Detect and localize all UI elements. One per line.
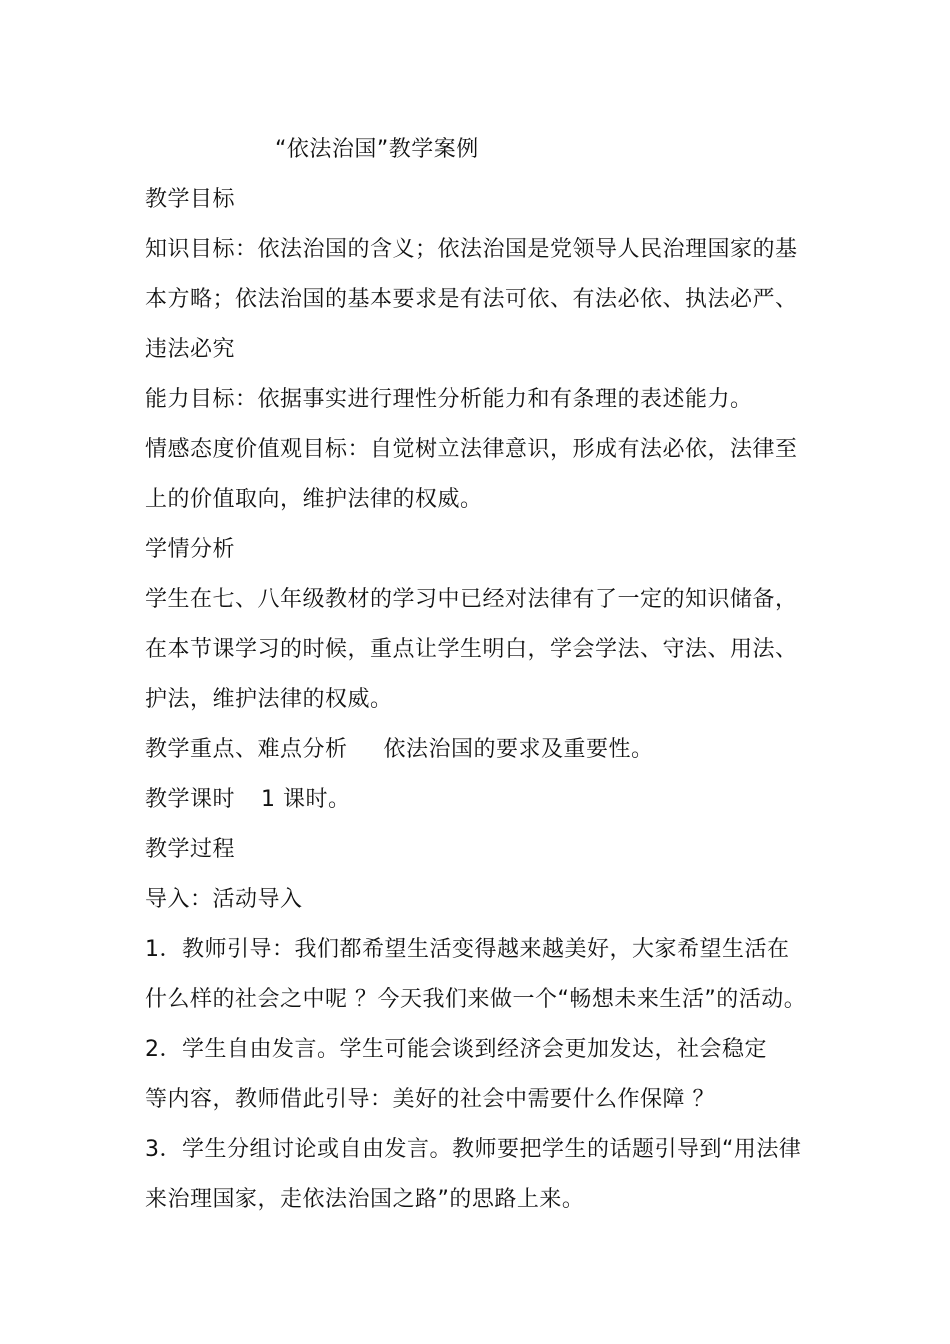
paragraph-line: 违法必究 — [145, 337, 236, 362]
class-hours-value: 1 课时。 — [261, 787, 351, 812]
paragraph-line: 什么样的社会之中呢 ？今天我们来做一个“畅想未来生活”的活动。 — [145, 987, 807, 1012]
paragraph-line: 2．学生自由发言。学生可能会谈到经济会更加发达，社会稳定 — [145, 1037, 767, 1062]
key-points-label: 教学重点、难点分析 — [145, 737, 348, 762]
paragraph-line: 情感态度价值观目标：自觉树立法律意识，形成有法必依，法律至 — [145, 437, 798, 462]
class-hours-label: 教学课时 — [145, 787, 236, 812]
heading-teaching-process: 教学过程 — [145, 837, 236, 862]
paragraph-line: 上的价值取向，维护法律的权威。 — [145, 487, 483, 512]
paragraph-line: 来治理国家，走依法治国之路”的思路上来。 — [145, 1187, 585, 1212]
paragraph-line: 护法，维护法律的权威。 — [145, 687, 393, 712]
heading-teaching-goals: 教学目标 — [145, 187, 236, 212]
document-title: “依法治国”教学案例 — [275, 137, 479, 162]
paragraph-line: 能力目标：依据事实进行理性分析能力和有条理的表述能力。 — [145, 387, 753, 412]
heading-student-analysis: 学情分析 — [145, 537, 236, 562]
key-points-line — [145, 735, 654, 765]
paragraph-line: 3．学生分组讨论或自由发言。教师要把学生的话题引导到“用法律 — [145, 1137, 802, 1162]
key-points-value: 依法治国的要求及重要性。 — [383, 737, 654, 762]
paragraph-line: 等内容，教师借此引导：美好的社会中需要什么作保障 ？ — [145, 1087, 715, 1112]
paragraph-line: 在本节课学习的时候，重点让学生明白，学会学法、守法、用法、 — [145, 637, 798, 662]
paragraph-line: 1．教师引导：我们都希望生活变得越来越美好，大家希望生活在 — [145, 937, 790, 962]
class-hours-line — [145, 785, 351, 815]
paragraph-line: 导入：活动导入 — [145, 887, 303, 912]
paragraph-line: 本方略；依法治国的基本要求是有法可依、有法必依、执法必严、 — [145, 287, 798, 312]
paragraph-line: 学生在七、八年级教材的学习中已经对法律有了一定的知识储备， — [145, 587, 798, 612]
paragraph-line: 知识目标：依法治国的含义；依法治国是党领导人民治理国家的基 — [145, 237, 798, 262]
